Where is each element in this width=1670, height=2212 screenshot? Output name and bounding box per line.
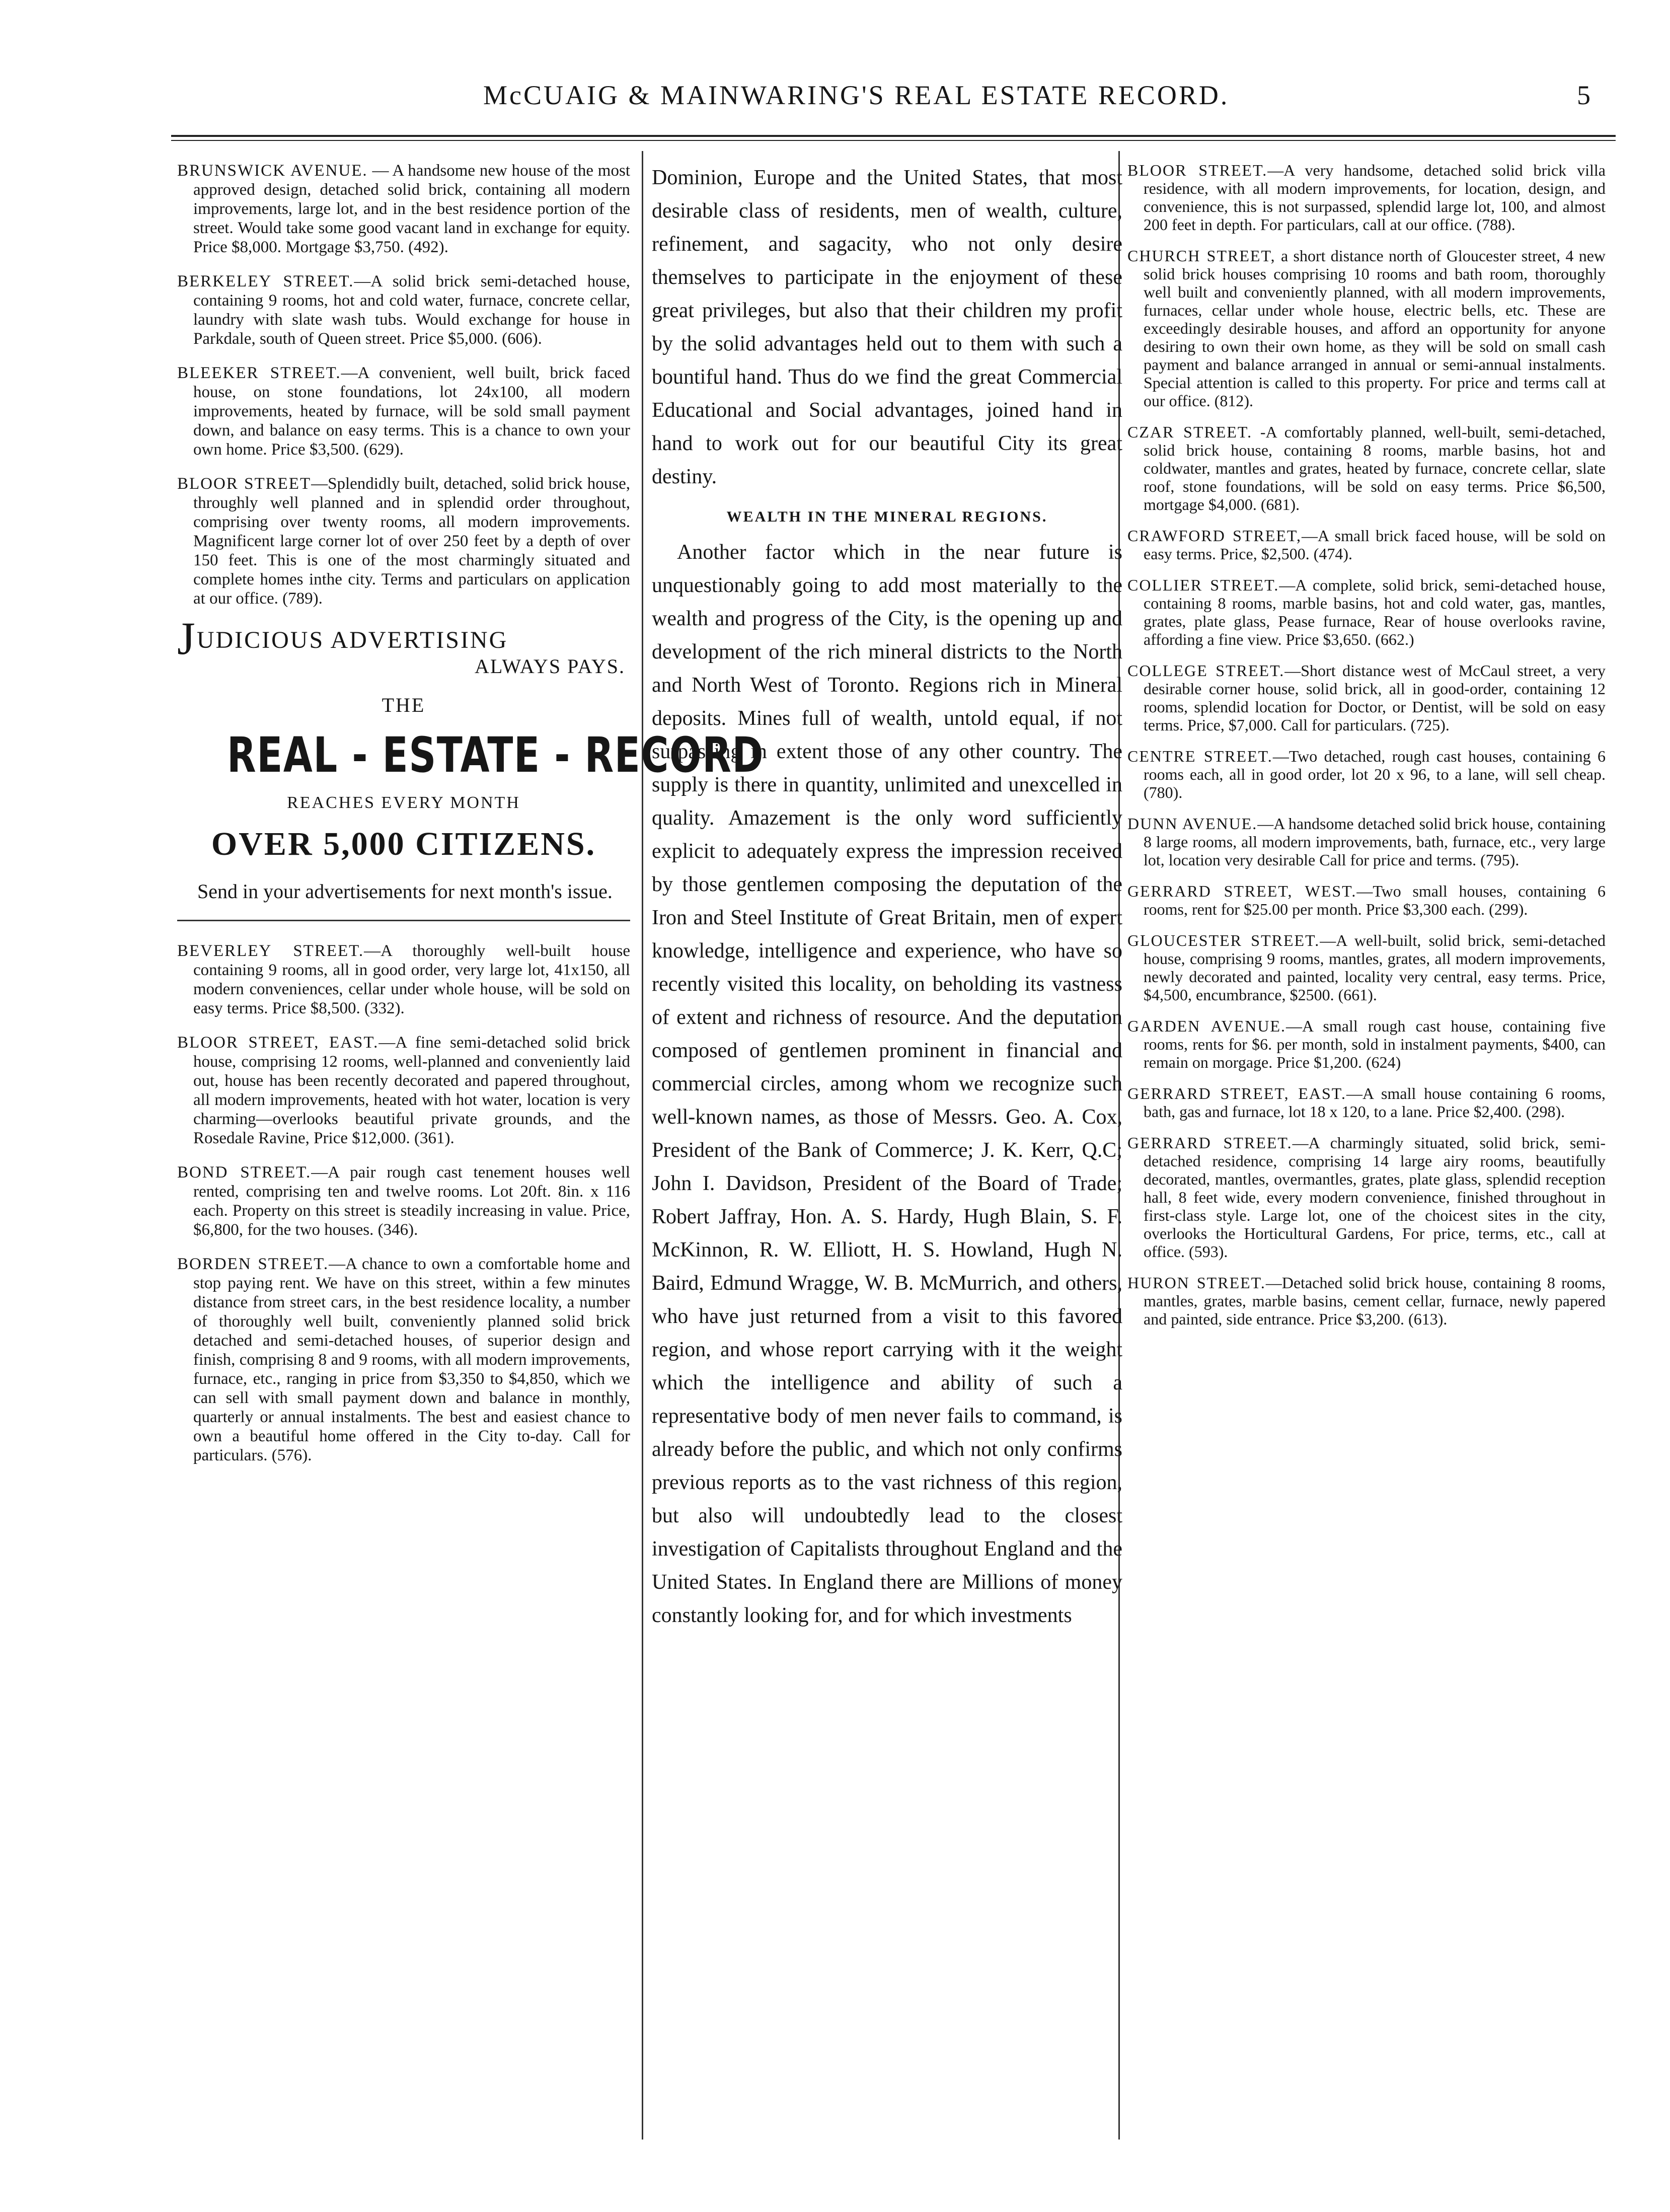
listing-street: BOND STREET. (177, 1163, 312, 1182)
column-middle (652, 161, 1122, 2134)
listing-street: BLOOR STREET, EAST. (177, 1034, 379, 1052)
ad-reaches: REACHES EVERY MONTH (287, 793, 520, 812)
listing-street: BLEEKER STREET. (177, 364, 341, 382)
listing-text: —A chance to own a comfortable home and stop paying rent. We have on this street, within a few minutes distance from street cars, in the best residence locality, a number of thoroughly well built, conveniently planned solid brick detached and semi-detached houses, of superior design and finish, comprising 8 and 9 rooms, with all modern improvements, furnace, etc., ranging in price from $3,350 to $4,850, which we can sell with small payment down and balance in monthly, quarterly or annual instalments. The best and easiest chance to own a beautiful home offered in the City to-day. Call for particulars. (576). (193, 1255, 630, 1464)
listing-text: —A convenient, well built, brick faced house, on stone foundations, lot 24x100, all modern improvements, heated by furnace, will be sold small payment down, and balance on easy terms. This is a chance to own your own home. Price $3,500. (629). (193, 364, 630, 459)
listing (1127, 1274, 1606, 1328)
listing-street: GLOUCESTER STREET. (1127, 931, 1320, 949)
listing-street: BERKELEY STREET. (177, 272, 354, 290)
listing-text: —A small rough cast house, containing five rooms, rents for $6. per month, sold in instalment payments, $400, can remain on morgage. Price $1,200. (624) (1144, 1017, 1606, 1071)
listing-text: —A thoroughly well-built house containing 9 rooms, all in good order, very large lot, 41x150, all modern conveniences, cellar under whole house, will be sold on easy terms. Price $8,500. (332). (193, 942, 631, 1017)
listing-street: GERRARD STREET. (1127, 1134, 1293, 1152)
listing-text: —Detached solid brick house, containing 8 rooms, mantles, grates, marble basins, cement cellar, furnace, newly papered and painted, side entrance. Price $3,200. (613). (1144, 1274, 1606, 1328)
listings-bottom (177, 941, 630, 1465)
listing-text: —A small house containing 6 rooms, bath, gas and furnace, lot 18 x 120, to a lane. Price $2,400. (298). (1144, 1084, 1606, 1121)
listing (1127, 247, 1606, 410)
listing-text: —A handsome detached solid brick house, containing 8 large rooms, all modern improvements, bath, furnace, etc., very large lot, location very desirable Call for price and terms. (795). (1144, 815, 1606, 869)
ad-initial: J (177, 613, 197, 664)
listing (177, 1163, 630, 1239)
listing (1127, 661, 1606, 734)
listing-text: —A small brick faced house, will be sold on easy terms. Price, $2,500. (474). (1144, 527, 1606, 563)
listing-text: —A well-built, solid brick, semi-detached house, comprising 9 rooms, mantles, grates, all modern improvements, newly decorated and painted, locality very central, easy terms. Price, $4,500, encumbrance, $2500. (661). (1144, 931, 1606, 1004)
listing-street: HURON STREET. (1127, 1274, 1266, 1292)
header-rule (171, 135, 1616, 141)
listing (1127, 1017, 1606, 1071)
listing-street: CENTRE STREET. (1127, 747, 1273, 765)
listing-text: —A fine semi-detached solid brick house, comprising 12 rooms, well-planned and conveniently laid out, house has been recently decorated and papered throughout, all modern improvements, heated with hot water, location is very charming—overlooks beautiful private grounds, and the Rosedale Ravine, Price $12,000. (361). (193, 1034, 630, 1147)
listing-street: COLLIER STREET. (1127, 576, 1279, 594)
listing-text: —Two small houses, containing 6 rooms, rent for $25.00 per month. Price $3,300 each. (299). (1144, 882, 1606, 918)
section-heading: WEALTH IN THE MINERAL REGIONS. (726, 508, 1048, 525)
listing-street: BRUNSWICK AVENUE. (177, 162, 368, 180)
listing (1127, 1084, 1606, 1121)
listing-street: BLOOR STREET (177, 475, 312, 493)
listing-text: -A comfortably planned, well-built, semi-detached, solid brick house, containing 8 rooms, marble basins, hot and coldwater, mantles and grates, heated by furnace, concrete cellar, slate roof, stone foundations, will be sold on easy terms. Price $6,500, mortgage $4,000. (681). (1144, 423, 1606, 513)
listing (1127, 161, 1606, 234)
listing (177, 941, 630, 1018)
ad-the: THE (382, 694, 426, 716)
ad-headline (177, 613, 630, 664)
listing (1127, 747, 1606, 801)
listing-street: GERRARD STREET, WEST. (1127, 882, 1357, 900)
listing-street: BORDEN STREET. (177, 1255, 329, 1273)
listing (1127, 527, 1606, 563)
listing-street: COLLEGE STREET. (1127, 661, 1285, 680)
column-left (177, 161, 765, 2134)
listing (1127, 1134, 1606, 1261)
listing-street: DUNN AVENUE. (1127, 815, 1258, 833)
listing-text: —A complete, solid brick, semi-detached house, containing 8 rooms, marble basins, hot and cold water, gas, mantles, grates, plate glass, Pease furnace, Rear of house overlooks ravine, affording a fine view. Price $3,650. (662.) (1144, 576, 1606, 648)
listing (177, 272, 630, 348)
ad-call-to-action: Send in your advertisements for next month's issue. (197, 880, 613, 903)
article-paragraph: Dominion, Europe and the United States, that most desirable class of residents, men of wealth, culture, refinement, and sagacity, who not only desire themselves to participate in the enjoyment of these great privileges, but also that their children my profit by the solid advantages held out to them with such a bountiful hand. Thus do we find the great Commercial Educational and Social advantages, joined hand in hand to work out for our beautiful City its great destiny. (652, 166, 1122, 488)
column-divider (642, 151, 643, 2140)
listing-street: GARDEN AVENUE. (1127, 1017, 1286, 1035)
listing (177, 474, 630, 608)
listings-top (177, 161, 630, 608)
running-title: McCUAIG & MAINWARING'S REAL ESTATE RECORD. (483, 80, 1230, 110)
listing-text: —Two detached, rough cast houses, containing 6 rooms each, all in good order, lot 20 x 96, to a lane, will sell cheap. (780). (1144, 747, 1606, 801)
listing (1127, 423, 1606, 513)
listing-street: CZAR STREET. (1127, 423, 1253, 441)
listing (1127, 931, 1606, 1004)
advertisement-box (177, 613, 765, 921)
listing-text: — A handsome new house of the most approved design, detached solid brick, containing all modern improvements, large lot, and in the best residence portion of the street. Would take some good vacant land in exchange for equity. Price $8,000. Mortgage $3,750. (492). (193, 162, 630, 256)
listing-text: —A solid brick semi-detached house, containing 9 rooms, hot and cold water, furnace, concrete cellar, laundry with slate wash tubs. Would exchange for house in Parkdale, south of Queen street. Price $5,000. (606). (193, 272, 631, 348)
listing (177, 1033, 630, 1148)
ad-citizens: OVER 5,000 CITIZENS. (211, 826, 596, 862)
listing (1127, 882, 1606, 918)
listing-street: BLOOR STREET. (1127, 161, 1268, 179)
listing-text: —Splendidly built, detached, solid brick house, throughly well planned and in splendid order throughout, comprising over twenty rooms, all modern improvements. Magnificent large corner lot of over 250 feet by a depth of over 150 feet. This is one of the most charmingly situated and complete homes inthe city. Terms and particulars on application at our office. (789). (193, 475, 630, 608)
ad-subline: ALWAYS PAYS. (475, 655, 625, 678)
listing-text: —Short distance west of McCaul street, a very desirable corner house, solid brick, all in good-order, containing 12 rooms, splendid location for Doctor, or Dentist, will be sold on easy terms. Price, $7,000. Call for particulars. (725). (1144, 661, 1606, 734)
ad-masthead: REAL - ESTATE - RECORD (227, 727, 765, 783)
page-number: 5 (1577, 80, 1590, 110)
listing-street: GERRARD STREET, EAST. (1127, 1084, 1346, 1102)
listing-text: a short distance north of Gloucester street, 4 new solid brick houses comprising 10 rooms and bath room, thoroughly well built and conveniently planned, with all modern improvements, furnaces, cellar under whole house, electric bells, etc. These are exceedingly desirable houses, and afford an opportunity for anyone desiring to own their own home, as they will be sold on small cash payment and balance arranged in annual or semi-annual instalments. Special attention is called to this property. For price and terms call at our office. (812). (1144, 247, 1606, 410)
listing (1127, 576, 1606, 648)
listing-street: CHURCH STREET, (1127, 247, 1276, 265)
article-paragraph: Another factor which in the near future is unquestionably going to add most materially to the wealth and progress of the City, is the opening up and development of the rich mineral districts to the North and North West of Toronto. Regions rich in Mineral deposits. Mines full of wealth, untold equal, if not surpassing in extent those of any other country. The supply is there in quantity, unlimited and unexcelled in quality. Amazement is the only word sufficiently explicit to adequately express the impression received by those gentlemen composing the deputation of the Iron and Steel Institute of Great Britain, men of expert knowledge, intelligence and experience, who have so recently visited this locality, on beholding its vastness of extent and richness of resource. And the deputation composed of gentlemen prominent in financial and commercial circles, among whom we recognize such well-known names, as those of Messrs. Geo. A. Cox, President of the Bank of Commerce; J. K. Kerr, Q.C; John I. Davidson, President of the Board of Trade; Robert Jaffray, Hon. A. S. Hardy, Hugh Blain, S. F. McKinnon, R. W. Elliott, H. S. Howland, Hugh N. Baird, Edmund Wragge, W. B. McMurrich, and others, who have just returned from a visit to this favored region, and whose report carrying with it the weight which the intelligence and ability of such a representative body of men never fails to command, is already before the public, and which not only confirms previous reports as to the vast richness of this region, but also will undoubtedly lead to the closest investigation of Capitalists throughout England and the United States. In England there are Millions of money constantly looking for, and for which investments (652, 541, 1122, 1627)
listing (177, 161, 630, 257)
listing-street: CRAWFORD STREET, (1127, 527, 1302, 545)
page-header (171, 76, 1606, 126)
listing-text: —A pair rough cast tenement houses well rented, comprising ten and twelve rooms. Lot 20ft. 8in. x 116 each. Property on this street is steadily increasing in value. Price, $6,800, for the two houses. (346). (193, 1163, 630, 1239)
listing (1127, 815, 1606, 869)
listing-street: BEVERLEY STREET. (177, 942, 364, 960)
ad-headline-text: UDICIOUS ADVERTISING (196, 627, 508, 653)
listing (177, 1255, 630, 1465)
listing (177, 363, 630, 459)
listing-text: —A very handsome, detached solid brick villa residence, with all modern improvements, for location, design, and convenience, this is not surpassed, splendid large lot, 100, and almost 200 feet in depth. For particulars, call at our office. (788). (1144, 161, 1606, 234)
listing-text: —A charmingly situated, solid brick, semi-detached residence, comprising 14 large airy rooms, beautifully decorated, mantles, overmantles, grates, plate glass, splendid reception hall, 8 feet wide, every modern convenience, finished throughout in first-class style. Large lot, one of the choicest sites in the city, overlooks the Horticultural Gardens, For price, terms, etc., call at office. (593). (1144, 1134, 1606, 1261)
column-right (1127, 161, 1606, 2134)
